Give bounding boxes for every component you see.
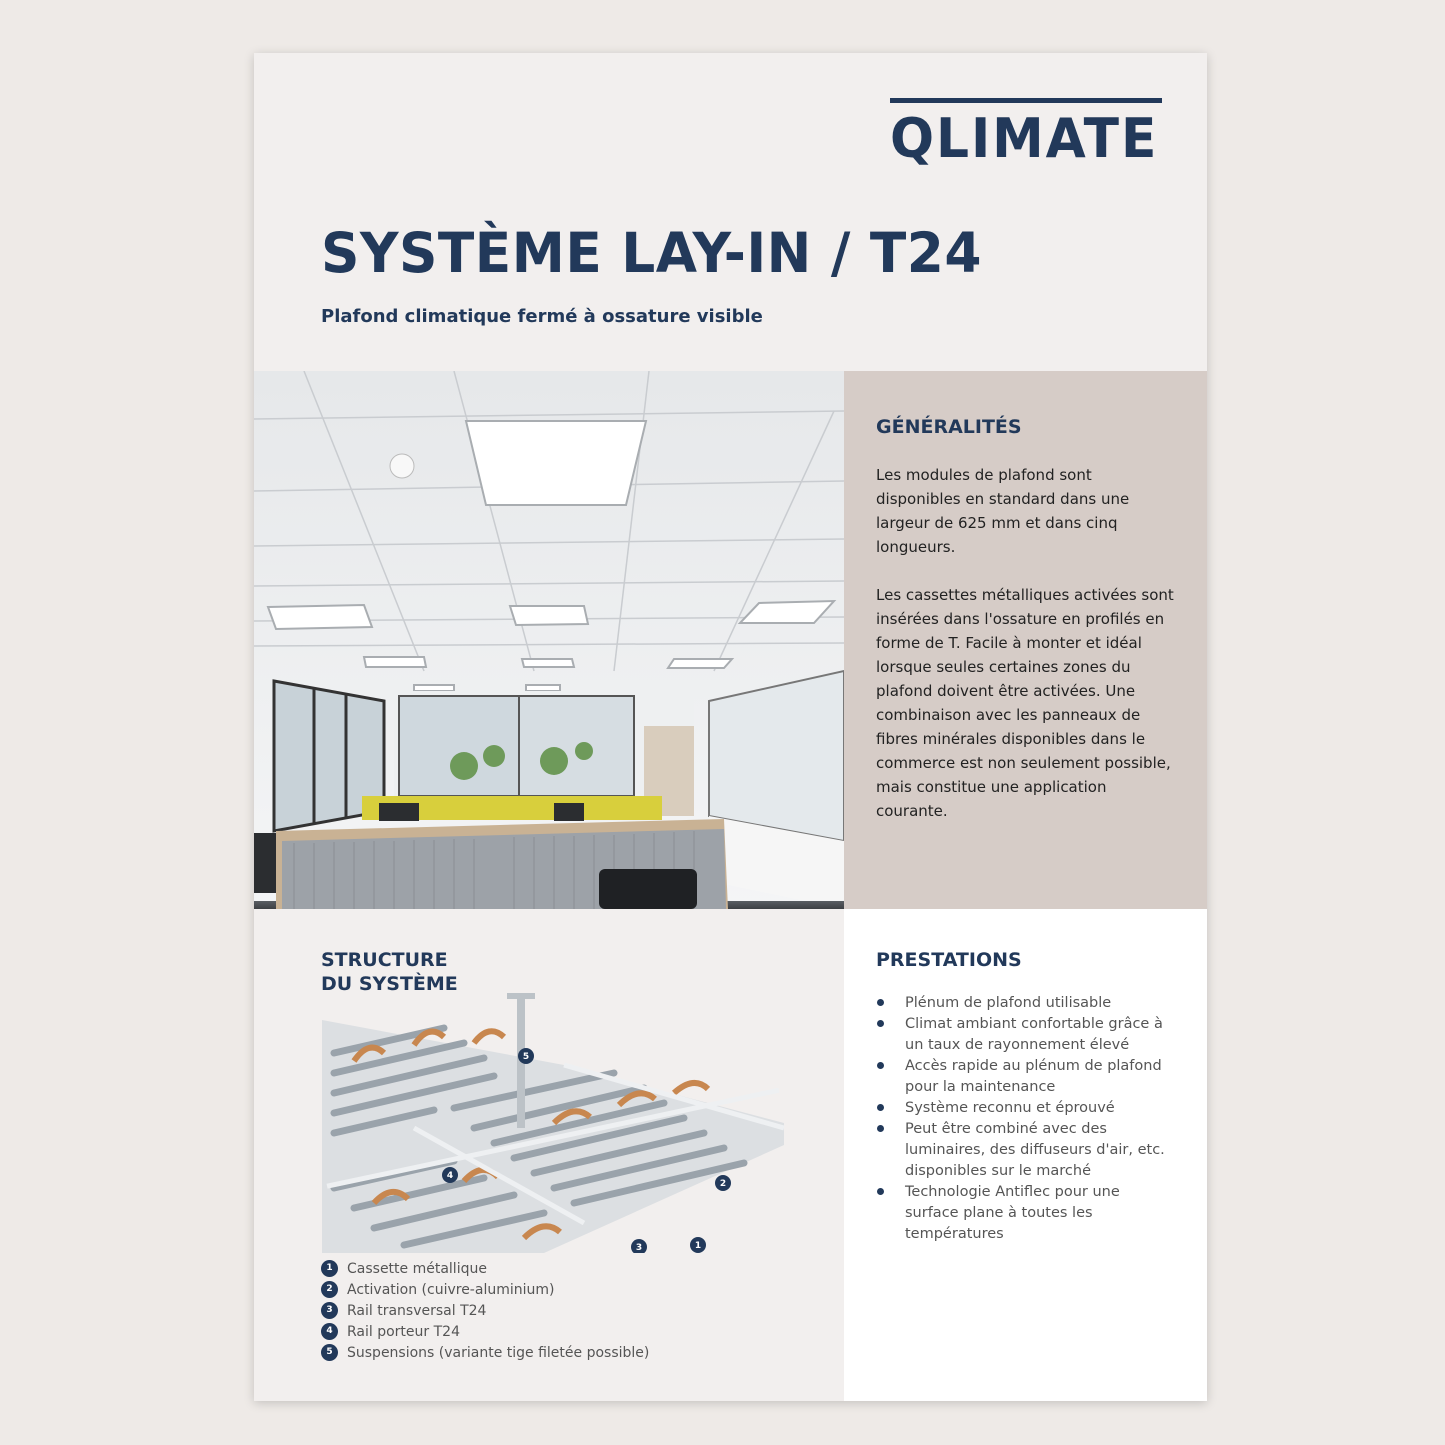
prestation-item <box>876 1098 1176 1119</box>
legend-label: Rail porteur T24 <box>347 1323 460 1340</box>
prestation-item <box>876 1056 1176 1098</box>
prestation-text: Plénum de plafond utilisable <box>905 995 1112 1011</box>
legend-item <box>321 1279 649 1300</box>
bullet-icon <box>877 1188 884 1195</box>
legend-number-badge: 4 <box>321 1323 338 1340</box>
generalites-body <box>876 463 1176 847</box>
legend-item <box>321 1342 649 1363</box>
generalites-section <box>844 371 1207 909</box>
qlimate-logo <box>890 98 1162 169</box>
structure-heading-line1: STRUCTURE <box>321 949 448 971</box>
legend-label: Activation (cuivre-aluminium) <box>347 1281 555 1298</box>
generalites-paragraph: Les cassettes métalliques activées sont insérées dans l'ossature en profilés en forme de T. Facile à monter et idéal lorsque seules certaines zones du plafond doivent être activées. Une combinaison avec les panneaux de fibres minérales disponibles dans le commerce est non seulement possible, mais constitue une application courante. <box>876 586 1174 820</box>
prestation-item <box>876 1014 1176 1056</box>
prestation-text: Accès rapide au plénum de plafond pour la maintenance <box>905 1058 1162 1095</box>
legend-item <box>321 1300 649 1321</box>
prestation-text: Technologie Antiflec pour une surface plane à toutes les températures <box>905 1184 1120 1242</box>
prestation-item <box>876 1182 1176 1245</box>
office-ceiling-photo <box>254 371 844 909</box>
prestation-text: Système reconnu et éprouvé <box>905 1100 1115 1116</box>
prestation-text: Climat ambiant confortable grâce à un taux de rayonnement élevé <box>905 1016 1163 1053</box>
legend-number-badge: 1 <box>321 1260 338 1277</box>
legend-label: Cassette métallique <box>347 1260 487 1277</box>
prestations-list <box>876 993 1176 1245</box>
legend-item <box>321 1258 649 1279</box>
generalites-heading: GÉNÉRALITÉS <box>876 416 1022 438</box>
legend-label: Suspensions (variante tige filetée possible) <box>347 1344 650 1361</box>
bullet-icon <box>877 1104 884 1111</box>
structure-legend <box>321 1258 649 1363</box>
legend-number-badge: 3 <box>321 1302 338 1319</box>
svg-text:2: 2 <box>719 1179 727 1189</box>
prestations-section <box>844 909 1207 1401</box>
bullet-icon <box>877 1062 884 1069</box>
bullet-icon <box>877 1020 884 1027</box>
page-subtitle: Plafond climatique fermé à ossature visible <box>321 306 763 327</box>
svg-text:5: 5 <box>522 1052 530 1062</box>
structure-heading-line2: DU SYSTÈME <box>321 973 458 995</box>
legend-number-badge: 5 <box>321 1344 338 1361</box>
logo-bar <box>890 98 1162 103</box>
legend-label: Rail transversal T24 <box>347 1302 487 1319</box>
datasheet-page <box>254 53 1207 1401</box>
svg-text:1: 1 <box>694 1241 702 1251</box>
legend-number-badge: 2 <box>321 1281 338 1298</box>
prestations-heading: PRESTATIONS <box>876 949 1022 971</box>
logo-text: QLIMATE <box>890 107 1159 170</box>
page-title: SYSTÈME LAY-IN / T24 <box>321 221 983 285</box>
structure-heading <box>321 948 458 996</box>
prestation-text: Peut être combiné avec des luminaires, des diffuseurs d'air, etc. disponibles sur le marché <box>905 1121 1165 1179</box>
generalites-paragraph: Les modules de plafond sont disponibles en standard dans une largeur de 625 mm et dans cinq longueurs. <box>876 466 1130 556</box>
bullet-icon <box>877 1125 884 1132</box>
svg-text:4: 4 <box>446 1171 454 1181</box>
bullet-icon <box>877 999 884 1006</box>
prestation-item <box>876 993 1176 1014</box>
prestation-item <box>876 1119 1176 1182</box>
svg-text:3: 3 <box>635 1243 643 1253</box>
legend-item <box>321 1321 649 1342</box>
